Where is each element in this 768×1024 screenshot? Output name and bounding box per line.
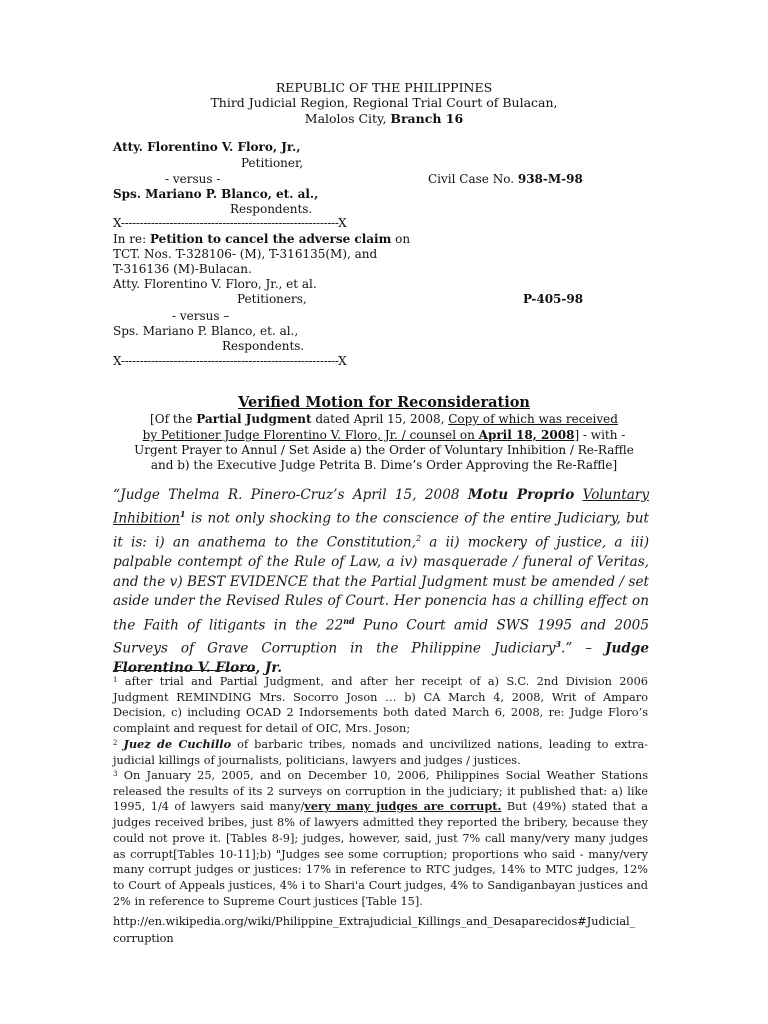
- tct-line-1: TCT. Nos. T-328106- (M), T-316135(M), and: [113, 247, 378, 261]
- respondent-role-2: Respondents.: [222, 339, 305, 353]
- reference-url-line-2[interactable]: corruption: [113, 932, 174, 945]
- sub2-c: ] - with -: [574, 428, 626, 442]
- footnote-ref-2: 2: [416, 534, 422, 544]
- petitioner-role: Petitioner,: [241, 156, 304, 170]
- in-re-prefix: In re:: [113, 232, 150, 246]
- footnote-2: [113, 736, 648, 768]
- footnote-3-number: 3: [113, 770, 118, 778]
- quote-part-6: a ii) mockery of justice, a iii) palpable contempt of the Rule of Law, a iv) masquerade / funeral of Veritas, and the v) BEST EVIDENCE that the Partial Judgment must be amended / set aside under the Revised Rules of Court. Her ponencia has a chilling effect on the Faith of litigants in the 22: [113, 534, 649, 634]
- quote-part-5: is not only shocking to the conscience of the entire Judiciary, but it is: i) an anathema to the Constitution,: [113, 510, 649, 551]
- reference-url[interactable]: [113, 913, 653, 947]
- reference-url-line-1[interactable]: http://en.wikipedia.org/wiki/Philippine_Extrajudicial_Killings_and_Desaparecidos#Judicial_: [113, 915, 636, 928]
- sub1-a: [Of the: [150, 412, 197, 426]
- epigraph-quote: [113, 486, 649, 679]
- quote-part-7: Puno Court amid SWS 1995 and 2005 Surveys of Grave Corruption in the Philippine Judiciary: [113, 617, 649, 657]
- petitioner-name: Atty. Florentino V. Floro, Jr.,: [113, 140, 301, 154]
- motion-subtitle-1: [0, 412, 768, 426]
- sub2-b: April 18, 2008: [478, 428, 575, 442]
- footnote-2-term: Juez de Cuchillo: [123, 737, 232, 751]
- sub1-d: Copy of which was received: [448, 412, 618, 426]
- quote-voluntary-inhibition: Voluntary Inhibition: [113, 487, 649, 527]
- petitioner-name-2: Atty. Florentino V. Floro, Jr., et al.: [113, 277, 317, 291]
- court-branch: Branch 16: [390, 111, 464, 126]
- petitioner-role-2: Petitioners,: [237, 292, 307, 306]
- motion-subtitle-3: Urgent Prayer to Annul / Set Aside a) the Order of Voluntary Inhibition / Re-Raffle: [134, 443, 634, 457]
- footnote-3-emphasis: very many judges are corrupt.: [304, 799, 502, 814]
- court-header-line-2: Third Judicial Region, Regional Trial Court of Bulacan,: [210, 95, 558, 110]
- sub1-b: Partial Judgment: [196, 412, 312, 426]
- footnote-1-number: 1: [113, 676, 118, 684]
- quote-part-1: “Judge Thelma R. Pinero-Cruz’s April 15, 2008: [113, 487, 468, 503]
- civil-case-number: [428, 172, 583, 186]
- motion-subtitle-4: and b) the Executive Judge Petrita B. Dime’s Order Approving the Re-Raffle]: [150, 458, 618, 472]
- footnote-3: [113, 767, 648, 909]
- court-header-line-3: [0, 111, 768, 126]
- ordinal-suffix: nd: [343, 615, 355, 626]
- quote-motu-proprio: Motu Proprio: [467, 487, 575, 503]
- motion-subtitle-2: [0, 428, 768, 442]
- court-header-line-1: REPUBLIC OF THE PHILIPPINES: [275, 80, 493, 95]
- caption-separator: X----------------------------------------------------------X: [113, 216, 347, 230]
- footnote-1: [113, 673, 648, 737]
- footnote-1-text: after trial and Partial Judgment, and after her receipt of a) S.C. 2nd Division 2006 Judgment REMINDING Mrs. Socorro Joson … b) CA March 4, 2008, Writ of Amparo Decision, c) including OCAD 2 Indorsements both dated March 6, 2008, re: Judge Floro’s complaint and request for detail of OIC, Mrs. Joson;: [113, 675, 648, 736]
- respondent-role: Respondents.: [230, 202, 313, 216]
- court-city: Malolos City,: [304, 111, 391, 126]
- versus-label: - versus -: [165, 172, 221, 186]
- footnote-ref-3: 3: [555, 639, 561, 650]
- footnote-3-text-a: On January 25, 2005, and on December 10, 2006, Philippines Social Weather Stations released the results of its 2 surveys on corruption in the judiciary; it published that: a) like 1995, 1/4 of lawyers said many/: [113, 769, 648, 814]
- sub2-a: by Petitioner Judge Florentino V. Floro, Jr. / counsel on: [142, 428, 479, 442]
- quote-space: [574, 487, 582, 503]
- in-re-line: [113, 232, 410, 246]
- quote-part-8: .” –: [560, 640, 606, 657]
- tct-line-2: T-316136 (M)-Bulacan.: [113, 262, 252, 276]
- respondent-name-2: Sps. Mariano P. Blanco, et. al.,: [113, 324, 299, 338]
- footnote-3-text-c: But (49%) stated that a judges received bribes, just 8% of lawyers admitted they reported the bribery, because they could not prove it. [Tables 8-9]; judges, however, said, just 7% call many/very many judges as corrupt[Tables 10-11];b) "Judges see some corruption; proportions who said - many/very many corrupt judges or justices: 17% in reference to RTC judges, 14% to MTC judges, 12% to Court of Appeals justices, 4% i to Shari'a Court judges, 4% to Sandiganbayan justices and 2% in reference to Supreme Court justices [Table 15].: [113, 800, 648, 908]
- in-re-subject: Petition to cancel the adverse claim: [149, 232, 392, 246]
- versus-label-2: - versus –: [172, 309, 230, 323]
- footnote-rule: [113, 670, 255, 671]
- case-number: 938-M-98: [517, 172, 583, 186]
- footnote-ref-1: 1: [180, 509, 186, 520]
- sub1-c: dated April 15, 2008,: [311, 412, 449, 426]
- motion-title: Verified Motion for Reconsideration: [238, 394, 530, 411]
- p-case-number: P-405-98: [523, 292, 584, 306]
- footnote-2-number: 2: [113, 739, 118, 747]
- footnote-2-text: of barbaric tribes, nomads and uncivilized nations, leading to extra-judicial killings of journalists, politicians, lawyers and judges / justices.: [113, 738, 648, 767]
- respondent-name: Sps. Mariano P. Blanco, et. al.,: [113, 187, 319, 201]
- in-re-suffix: on: [391, 232, 411, 246]
- quote-author: Judge Florentino V. Floro, Jr.: [113, 640, 649, 677]
- caption-separator-2: X----------------------------------------------------------X: [113, 354, 347, 368]
- case-label: Civil Case No.: [428, 172, 518, 186]
